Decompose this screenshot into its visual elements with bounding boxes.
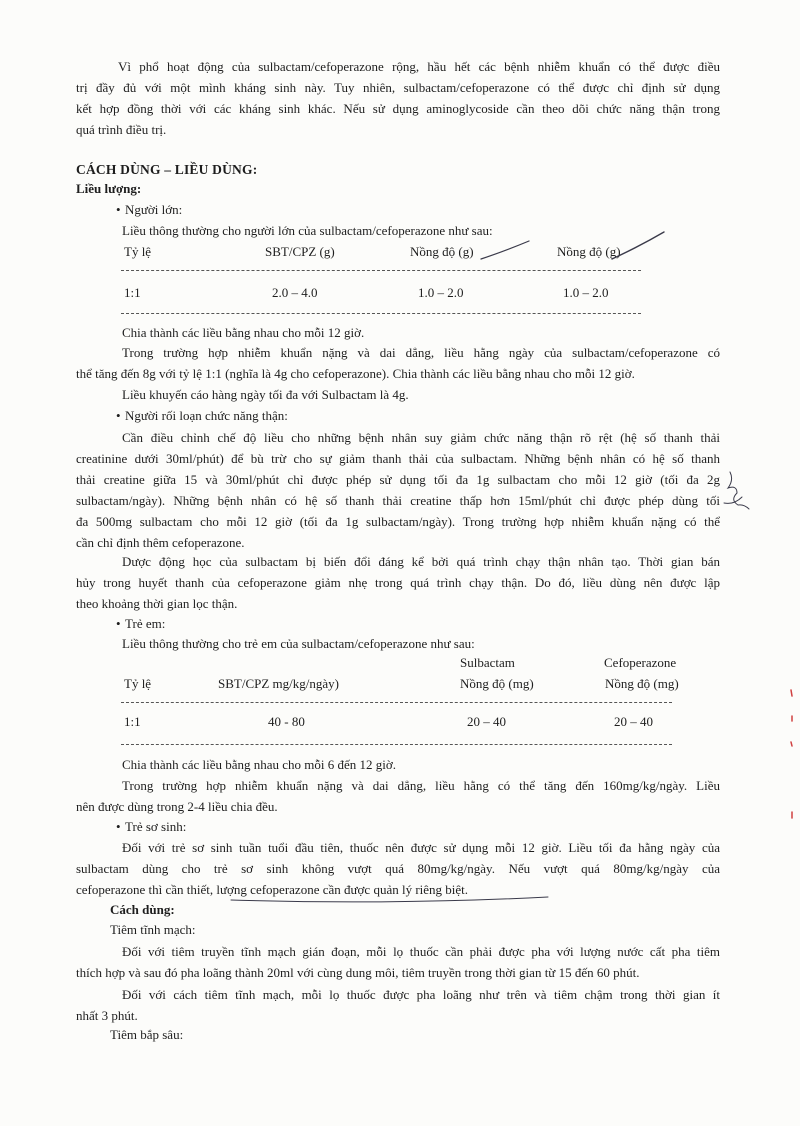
text-line: sulbactam dùng cho trẻ sơ sinh không vượt quá 80mg/kg/ngày. Nếu vượt quá 80mg/kg/ngày của <box>76 861 720 876</box>
red-mark <box>791 690 792 818</box>
iv-paragraph-1 <box>76 941 720 983</box>
bullet-marker: • <box>116 202 121 217</box>
bullet-item-adults <box>116 199 182 220</box>
bullet-label: Người lớn: <box>125 202 183 217</box>
text-line: trị đầy đủ với một mình kháng sinh này. Tuy nhiên, sulbactam/cefoperazone có thể được chỉ định sử dụng <box>76 80 720 95</box>
text-line: quá trình điều trị. <box>76 122 167 137</box>
intro-paragraph <box>76 56 720 140</box>
table-divider <box>121 702 672 703</box>
renal-paragraph-1 <box>76 427 720 553</box>
children-note: Chia thành các liều bằng nhau cho mỗi 6 đến 12 giờ. <box>122 757 397 772</box>
children-severe-paragraph <box>76 775 720 817</box>
table-cell: 1.0 – 2.0 <box>563 285 609 300</box>
adults-max-dose: Liều khuyến cáo hàng ngày tối đa với Sulbactam là 4g. <box>122 387 409 402</box>
adults-intro: Liều thông thường cho người lớn của sulbactam/cefoperazone như sau: <box>122 223 493 238</box>
bullet-item-renal <box>116 405 288 426</box>
table-divider <box>121 744 672 745</box>
text-line: cần chỉ định thêm cefoperazone. <box>76 535 245 550</box>
text-line: Trong trường hợp nhiễm khuẩn nặng và dai dẳng, liều hằng có thể tăng đến 160mg/kg/ngày. Liều <box>122 778 720 793</box>
signature-scribble-icon <box>724 472 749 509</box>
iv-heading: Tiêm tĩnh mạch: <box>110 922 196 937</box>
table-group-header-cell: Sulbactam <box>460 655 515 670</box>
text-line: thể tăng đến 8g với tỷ lệ 1:1 (nghĩa là 4g cho cefoperazone). Chia thành các liều bằng nhau cho mỗi 12 giờ. <box>76 366 635 381</box>
adults-note: Chia thành các liều bằng nhau cho mỗi 12 giờ. <box>122 325 365 340</box>
administration-heading: Cách dùng: <box>110 902 175 917</box>
text-line: kết hợp đồng thời với các kháng sinh khác. Nếu sử dụng aminoglycoside cần theo dõi chức năng thận trong <box>76 101 720 116</box>
bullet-label: Người rối loạn chức năng thận: <box>125 408 288 423</box>
text-line: creatinine dưới 30ml/phút) để bù trừ cho sự giảm thanh thải của sulbactam. Những bệnh nhân có hệ số thanh <box>76 451 720 466</box>
bullet-item-children <box>116 613 165 634</box>
table-cell: 2.0 – 4.0 <box>272 285 318 300</box>
table-header-cell: SBT/CPZ (g) <box>265 244 335 259</box>
text-line: sulbactam/ngày). Những bệnh nhân có hệ số thanh thải creatine thấp hơn 15ml/phút chỉ được phép dùng tối <box>76 493 720 508</box>
table-header-cell: Nồng độ (g) <box>410 244 474 259</box>
im-heading: Tiêm bắp sâu: <box>110 1027 184 1042</box>
table-cell: 20 – 40 <box>467 714 506 729</box>
neonates-paragraph <box>76 837 720 900</box>
text-line: Đối với cách tiêm tĩnh mạch, mỗi lọ thuốc được pha loãng như trên và tiêm chậm trong thời gian ít <box>122 987 720 1002</box>
table-header-cell: Tỷ lệ <box>124 676 152 691</box>
renal-paragraph-2 <box>76 551 720 614</box>
section-heading: CÁCH DÙNG – LIỀU DÙNG: <box>76 162 258 177</box>
table-header-cell: SBT/CPZ mg/kg/ngày) <box>218 676 339 691</box>
bullet-item-neonates <box>116 816 186 837</box>
table-divider <box>121 270 641 271</box>
text-line: Đối với trẻ sơ sinh tuần tuổi đầu tiên, thuốc nên được sử dụng mỗi 12 giờ. Liều tối đa hằng ngày của <box>122 840 720 855</box>
table-cell: 1.0 – 2.0 <box>418 285 464 300</box>
text-line: Vì phổ hoạt động của sulbactam/cefoperazone rộng, hầu hết các bệnh nhiễm khuẩn có thể được điều <box>118 59 720 74</box>
bullet-marker: • <box>116 408 121 423</box>
text-line: đa 500mg sulbactam cho mỗi 12 giờ (tối đa 1g sulbactam/ngày). Trong trường hợp nhiễm khuẩn nặng có thể <box>76 514 720 529</box>
text-line: hủy trong huyết thanh của cefoperazone giảm nhẹ trong quá trình chạy thận. Do đó, liều dùng nên được lập <box>76 575 720 590</box>
table-cell: 20 – 40 <box>614 714 653 729</box>
table-header-cell: Tỷ lệ <box>124 244 152 259</box>
text-line: thải creatine giữa 15 và 30ml/phút chỉ được phép sử dụng tối đa 1g sulbactam cho mỗi 12 giờ (tối đa 2g <box>76 472 720 487</box>
table-divider <box>121 313 641 314</box>
bullet-marker: • <box>116 616 121 631</box>
table-header-cell: Nồng độ (g) <box>557 244 621 259</box>
table-header-cell: Nồng độ (mg) <box>605 676 679 691</box>
adults-severe-paragraph <box>76 342 720 384</box>
text-line: nên được dùng trong 2-4 liều chia đều. <box>76 799 278 814</box>
table-cell: 40 - 80 <box>268 714 305 729</box>
table-cell: 1:1 <box>124 285 141 300</box>
dosage-heading: Liều lượng: <box>76 181 142 196</box>
text-line: thích hợp và sau đó pha loãng thành 20ml với cùng dung môi, tiêm truyền trong thời gian từ 15 đến 60 phút. <box>76 965 640 980</box>
iv-paragraph-2 <box>76 984 720 1026</box>
table-header-cell: Nồng độ (mg) <box>460 676 534 691</box>
children-intro: Liều thông thường cho trẻ em của sulbactam/cefoperazone như sau: <box>122 636 475 651</box>
text-line: nhất 3 phút. <box>76 1008 138 1023</box>
text-line: Dược động học của sulbactam bị biến đổi đáng kể bởi quá trình chạy thận nhân tạo. Thời gian bán <box>122 554 720 569</box>
bullet-label: Trẻ sơ sinh: <box>125 819 187 834</box>
text-line: Cần điều chỉnh chế độ liều cho những bệnh nhân suy giảm chức năng thận rõ rệt (hệ số thanh thải <box>122 430 720 445</box>
table-group-header-cell: Cefoperazone <box>604 655 677 670</box>
bullet-label: Trẻ em: <box>125 616 166 631</box>
bullet-marker: • <box>116 819 121 834</box>
text-line: Trong trường hợp nhiễm khuẩn nặng và dai dẳng, liều hằng ngày của sulbactam/cefoperazone có <box>122 345 720 360</box>
table-cell: 1:1 <box>124 714 141 729</box>
pen-stroke <box>481 241 529 259</box>
text-line: Đối với tiêm truyền tĩnh mạch gián đoạn, mỗi lọ thuốc cần phải được pha với lượng nước cất pha tiêm <box>122 944 720 959</box>
text-line: theo khoảng thời gian lọc thận. <box>76 596 238 611</box>
text-line: cefoperazone thì cần thiết, lượng cefoperazone cần được quản lý riêng biệt. <box>76 882 469 897</box>
